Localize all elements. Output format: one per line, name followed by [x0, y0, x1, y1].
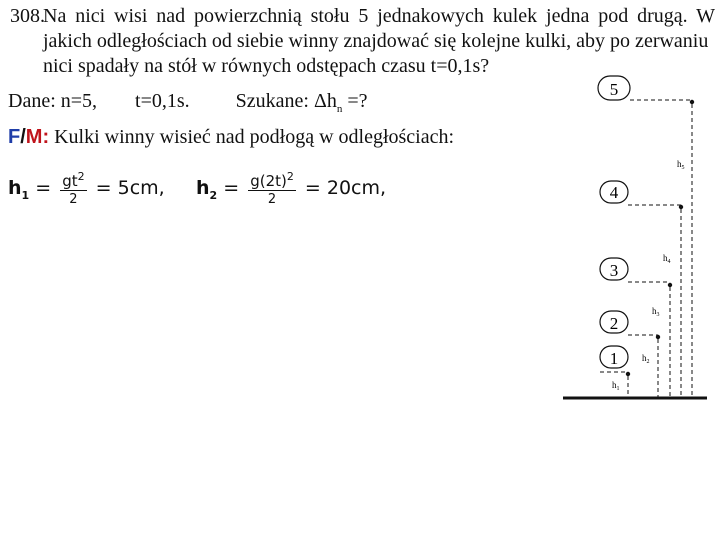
marker-4: [679, 205, 683, 209]
formula-h1-symbol: h: [8, 177, 22, 199]
formula-h2-den: 2: [267, 192, 277, 207]
problem-line-2: jakich odległościach od siebie winny znajdować się kolejne kulki, aby po zerwaniu: [43, 30, 709, 52]
h1-label: $h_1$: [612, 380, 620, 392]
formula-h1-num-sup: 2: [77, 170, 85, 183]
formula-h1-num: gt: [62, 172, 78, 190]
ball-2-label: 2: [609, 314, 619, 333]
h2-label: $h_2$: [642, 353, 650, 365]
szukane-tail: =?: [342, 90, 368, 112]
ball-1-label: 1: [609, 349, 619, 368]
marker-2: [656, 335, 660, 339]
ball-4-label: 4: [609, 183, 619, 202]
ball-3-label: 3: [609, 261, 619, 280]
marker-3: [668, 283, 672, 287]
dane-time: t=0,1s.: [135, 90, 190, 112]
h4-label: $h_4$: [663, 253, 671, 265]
dane-label: Dane: n=5,: [8, 90, 98, 112]
formula-h1: $h_1$ = $\frac{gt^2}{2}$ = 5cm,: [8, 170, 165, 207]
formula-h1-den: 2: [69, 192, 78, 207]
fm-slash: /: [20, 126, 26, 148]
szukane-label: Szukane: Δh: [235, 90, 337, 112]
problem-number: 308.: [10, 5, 45, 27]
problem-line-1: Na nici wisi nad powierzchnią stołu 5 jednakowych kulek jedna pod drugą. W: [43, 5, 715, 27]
marker-1: [626, 372, 630, 376]
formula-h2-num: g(2t): [250, 172, 287, 190]
h3-label: $h_3$: [652, 306, 660, 318]
marker-5: [690, 100, 694, 104]
ball-5-label: 5: [609, 80, 619, 99]
h5-label: $h_5$: [677, 159, 685, 171]
formula-h2-symbol: h: [196, 177, 210, 199]
szukane-subscript: n: [336, 103, 343, 115]
fm-f: F: [8, 126, 21, 148]
formula-h1-result: = 5cm,: [95, 177, 165, 199]
fm-m: M:: [25, 126, 50, 148]
formula-h2-num-sup: 2: [286, 170, 294, 183]
formula-h1-sub: 1: [21, 188, 30, 202]
fm-text: Kulki winny wisieć nad podłogą w odległościach:: [49, 126, 455, 148]
problem-line-3: nici spadały na stół w równych odstępach czasu t=0,1s?: [43, 55, 490, 77]
formula-h2-sub: 2: [209, 188, 218, 202]
formula-h2: $h_2$ = $\frac{g(2t)^2}{2}$ = 20cm,: [196, 170, 387, 207]
formula-h2-result: = 20cm,: [304, 177, 387, 199]
